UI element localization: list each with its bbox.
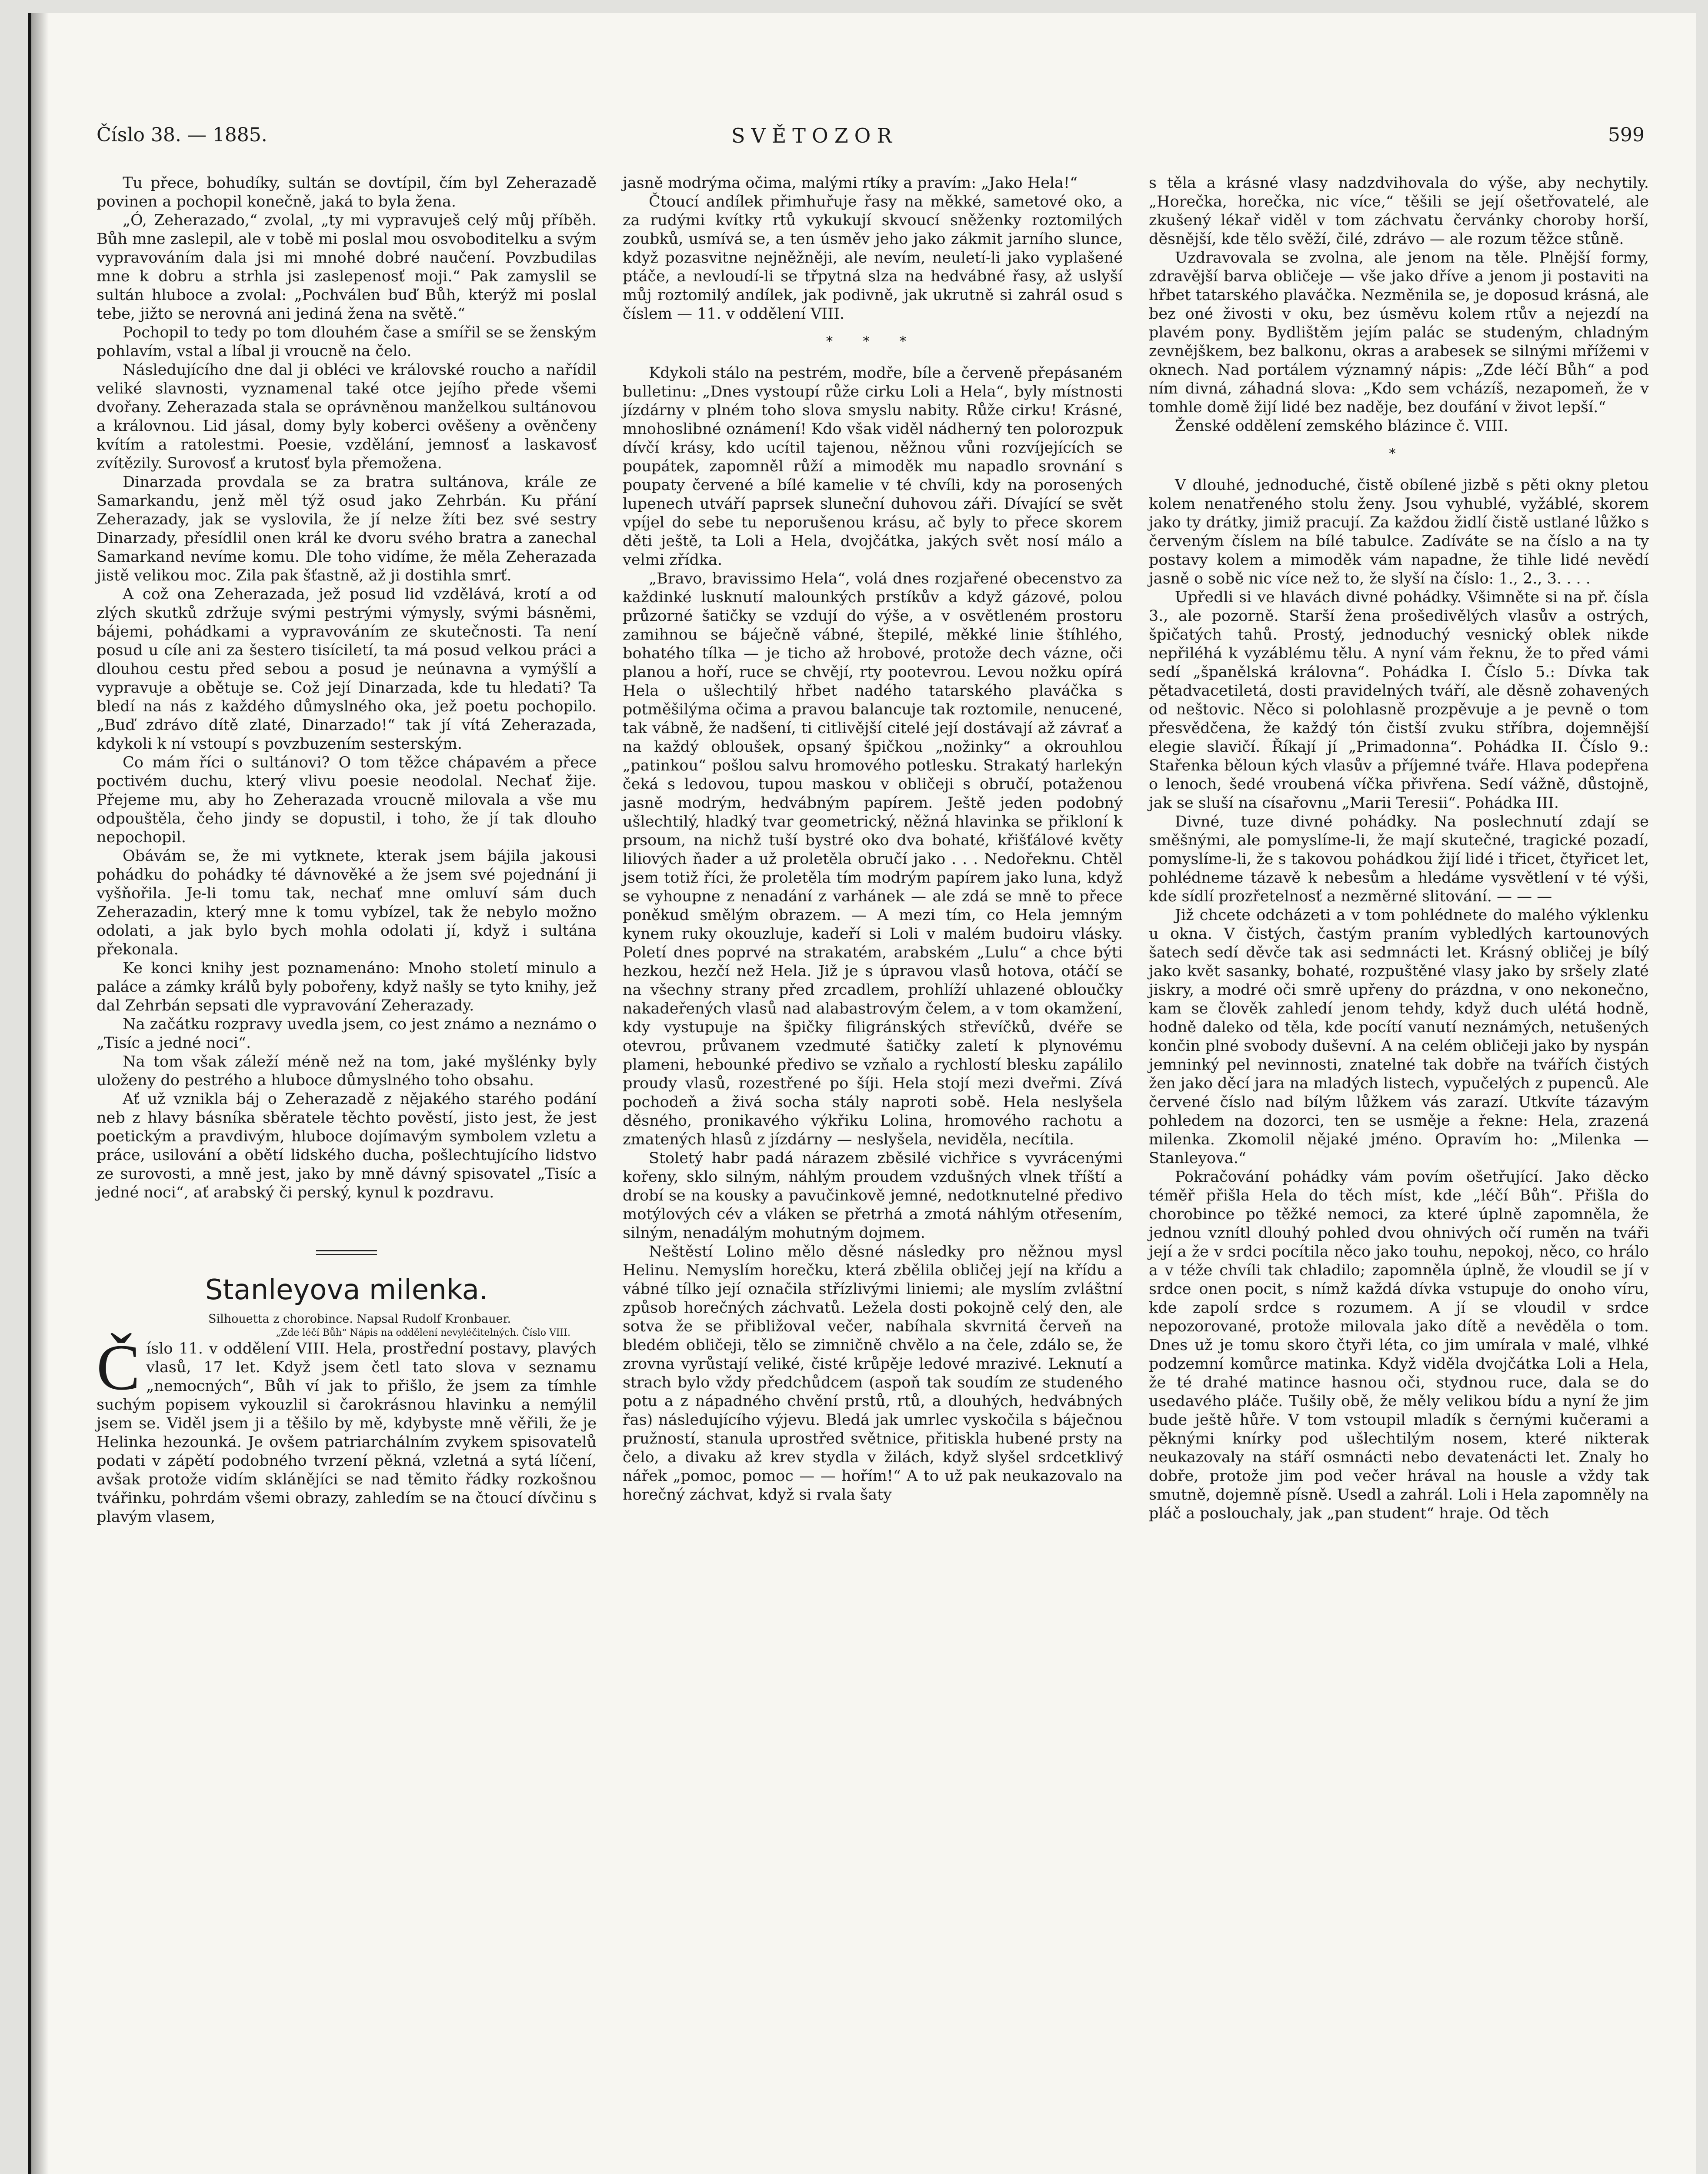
paragraph: Kdykoli stálo na pestrém, modře, bíle a červeně přepásaném bulletinu: „Dnes vystoupí růže cirku Loli a Hela“, byly místnosti jízdárny v plném toho slova smyslu nabity. Růže cirku! Krásné, mnohoslibné oznámení! Kdo však viděl nádherný ten polorozpuk dívčí krásy, kdo ucítil tajenou, něžnou vůni rozvíjejících se poupátek, zapomněl růží a mimoděk mu napadlo srovnání s poupaty červené a bílé kamelie v té chvíli, kdy na porosených lupenech utváří paprsek sluneční duhovou záři. Dívající se svět vpíjel do sebe tu neporušenou krásu, ač byly to přece skorem děti ještě, ta Loli a Hela, dvojčátka, jakých svět nosí málo a velmi zřídka. [623,364,1123,569]
paragraph: Čtoucí andílek přimhuřuje řasy na měkké, sametové oko, a za rudými kvítky rtů vykukují skvoucí sněženky roztomilých zoubků, usmívá se, a ten úsměv jeho jako zákmit jarního slunce, když pozasvitne nejněžněji, ale nevím, neuletí-li jako vyplašené ptáče, a nevloudí-li se třpytná slza na hedvábné řasy, až uslyší můj roztomilý andílek, jak podivně, jak ukrutně si zahrál osud s číslem — 11. v oddělení VIII. [623,193,1123,323]
section-divider [316,1250,377,1255]
paragraph: „Bravo, bravissimo Hela“, volá dnes rozjařené obecenstvo za každinké lusknutí malounkých prstíkův a když gázové, polou průzorné šatičky se vzdují do výše, a v osvětleném prostoru zamihnou se báječně vábné, štepilé, měkké linie štíhlého, bohatého tílka — je ticho až hrobové, protože dech vázne, oči planou a hoří, ruce se chvějí, rty pootevrou. Levou nožku opírá Hela o ušlechtilý hřbet nadého tatarského plaváčka s potměšilýma očima a pravou balancuje tak roztomile, nenucené, tak vábně, že nadšení, ti citlivější citelé její dostávají až závrať a na každý obloušek, opsaný špičkou „nožinky“ a okrouhlou „patinkou“ pošlou salvu hromového potlesku. Strakatý harlekýn čeká s ledovou, tupou maskou v obličeji s obručí, potaženou jasně modrým, hedvábným papírem. Ještě jeden podobný ušlechtilý, hladký tvar geometrický, něžná hlavinka se přikloní k prsoum, na nichž tuší bystré oko dva bohaté, křišťálové květy liliových ňader a už proletěla obručí jako . . . Nedořeknu. Chtěl jsem totiž říci, že proletěla tím modrým papírem jako luna, když se vyhoupne z nenadání z varhánek — ale zdá se mně to přece poněkud smělým obrazem. — A mezi tím, co Hela jemným kynem ruky okouzluje, kadeří si Loli v malém budoiru vlásky. Poletí dnes poprvé na strakatém, arabském „Lulu“ a chce býti hezkou, hezčí než Hela. Již je s úpravou vlasů hotova, otáčí se na všechny strany před zrcadlem, prohlíží uhlazené obloučky nakadeřených vlasů nad alabastrovým čelem, a v tom okamžení, kdy vystupuje na špičky filigránských střevíčků, dvéře se otevrou, průvanem vzedmuté šatičky zaletí k plynovému plameni, hebounké předivo se vzňalo a rychlostí blesku zapálilo proudy vlasů, rozestřené po šíji. Hela stojí mezi dveřmi. Zívá pochodeň a živá socha stály naproti sobě. Hela neslyšela děsného, pronikavého výkřiku Lolina, hromového rachotu a zmatených hlasů z jízdárny — neslyšela, neviděla, necítila. [623,570,1123,1148]
drop-cap: Č [97,1331,140,1404]
paragraph: Ženské oddělení zemského blázince č. VIII. [1175,417,1508,435]
paragraph: jasně modrýma očima, malými rtíky a pravím: „Jako Hela!“ [623,174,1078,192]
paragraph: Co mám říci o sultánovi? O tom těžce chápavém a přece poctivém duchu, který vlivu poesie neodolal. Nechať žije. Přejeme mu, aby ho Zeherazada vroucně milovala a vše mu odpouštěla, čeho jindy se dopustil, i toho, že jí tak dlouho nepochopil. [97,754,597,846]
paragraph: Pokračování pohádky vám povím ošetřující. Jako děcko téměř přišla Hela do těch míst, kde „léčí Bůh“. Přišla do chorobince po těžké nemoci, za které úplně zapomněla, že jednou vznítl dlouhý pohled dvou ohnivých očí ruměn na tváři její a že v srdci pocítila něco jako touhu, nepokoj, něco, co hrálo a v téže chvíli tak chladilo; zapomněla úplně, že vloudil se jí v srdce onen pocit, s nímž každá dívka vstupuje do onoho víru, kde zapolí srdce s rozumem. A jí se vloudil v srdce nepozorované, protože milovala jako dítě a nevěděla o tom. Dnes už je tomu skoro čtyři léta, co jim umírala v malé, vlhké podzemní komůrce matinka. Když viděla dvojčátka Loli a Hela, že té drahé matince hasnou oči, stydnou ruce, dala se do usedavého pláče. Tušily obě, že měly velikou bídu a nyní že jim bude ještě hůře. V tom vstoupil mladík s černými kučerami a pěknými knírky pod ušlechtilým nosem, které nikterak neukazovaly na stáří osmnácti nebo devatenácti let. Znaly ho dobře, protože jim pod večer hrával na housle a vždy tak smutně, dojemně písně. Usedl a zahrál. Loli i Hela zapomněly na pláč a poslouchaly, jak „pan student“ hraje. Od těch [1149,1168,1649,1522]
paragraph: Ať už vznikla báj o Zeherazadě z nějakého starého podání neb z hlavy básníka sběratele těchto pověstí, jisto jest, že jest poetickým a pravdivým, hluboce dojímavým symbolem vzletu a práce, usilování a obětí lidského ducha, pošlechtujícího lidstvo ze surovosti, a mně jest, jako by mně dávný spisovatel „Tisíc a jedné noci“, ať arabský či perský, kynul k pozdravu. [97,1090,597,1201]
paragraph: „Ó, Zeherazado,“ zvolal, „ty mi vypravuješ celý můj příběh. Bůh mne zaslepil, ale v tobě mi poslal mou osvoboditelku a svým vypravováním dala jsi mi mnohé dobré naučení. Povzbudilas mne k dobru a strhla jsi zaslepenosť moji.“ Pak zamyslil se sultán hluboce a zvolal: „Pochválen buď Bůh, kterýž mi poslal tebe, jižto se nerovná ani jediná žena na světě.“ [97,212,597,323]
story-opening-text: íslo 11. v oddělení VIII. Hela, prostřední postavy, plavých vlasů, 17 let. Když jsem četl tato slova v seznamu „nemocných“, Bůh ví jak to přišlo, že jsem za tímhle suchým popisem vykouzlil si čarokrásnou hlavinku a nemýlil jsem se. Viděl jsem ji a těšilo by mě, kdybyste mně věřili, že je Helinka hezounká. Je ovšem patriarchálním zvykem spisovatelů podati v zápětí podobného tvrzení pěkná, vzletná a sytá líčení, avšak protože vidím sklánějíci se nad těmito řádky rozkošnou tvářinku, pohrdám všemi obrazy, zahledím se na čtoucí dívčinu s plavým vlasem, [97,1340,597,1526]
column-3 [1149,174,1649,1523]
paragraph: V dlouhé, jednoduché, čistě obílené jizbě s pěti okny pletou kolem nenatřeného stolu ženy. Jsou vyhublé, vyžáblé, skorem jako ty drátky, jimiž pracují. Za každou židlí čistě ustlané lůžko s červeným číslem na bílé tabulce. Zadíváte se na číslo a na ty postavy kolem a mimoděk vám napadne, že tihle lidé nevědí jasně o sobě nic více než to, že slyší na číslo: 1., 2., 3. . . . [1149,477,1649,587]
paragraph: Tu přece, bohudíky, sultán se dovtípil, čím byl Zeherazadě povinen a pochopil konečně, jaká to byla žena. [97,174,597,210]
page-number: 599 [1608,124,1645,146]
paragraph: Neštěstí Lolino mělo děsné následky pro něžnou mysl Helinu. Nemyslím horečku, která zbělila obličej její na křídu a vábné tílko její označila střízlivými liniemi; ale myslím zvláštní způsob horečných záchvatů. Ležela dosti pokojně celý den, ale sotva že se přibližoval večer, nabíhala skvrnitá červeň na bledém obličeji, tělo se zimničně chvělo a na čele, zdálo se, že zrovna vyrůstají veliké, čisté krůpěje ledové mrazivé. Leknutí a strach bylo vždy předchůdcem (aspoň tak soudím ze studeného potu a z nápadného chvění prstů, rtů, a dlouhých, hedvábných řas) následujícího výjevu. Bledá jak umrlec vyskočila s báječnou pružností, stanula uprostřed světnice, přitiskla hubené prsty na čelo, a divaku až krev stydla v žilách, když slyšel srdcetklivý nářek „pomoc, pomoc — — hořím!“ A to už pak neukazovalo na horečný záchvat, když si rvala šaty [623,1243,1123,1504]
story-byline: Silhouetta z chorobince. Napsal Rudolf Kronbauer. [208,1312,511,1326]
story-title: Stanleyova milenka. [205,1274,488,1306]
paragraph: Dinarzada provdala se za bratra sultánova, krále ze Samarkandu, jenž měl týž osud jako Zehrbán. Ku přání Zeherazady, jak se vyslovila, že jí nelze žíti bez své sestry Dinarzady, přesídlil onen král ke dvoru svého bratra a zanechal Samarkand nevíme komu. Dle toho vidíme, že měla Zeherazada jistě velikou moc. Zila pak šťastně, až ji dostihla smrť. [97,473,597,584]
paragraph: Divné, tuze divné pohádky. Na poslechnutí zdají se směšnými, ale pomyslíme-li, že mají skutečné, tragické pozadí, pomyslíme-li, že s takovou pohádkou žijí lidé i třicet, čtyřicet let, pohlédneme tázavě k nebesům a hledáme vysvětlení v té výši, kde sídlí prozřetelnosť a nezměrné slitování. — — — [1149,813,1649,905]
section-star: * [1389,446,1409,461]
story-motto: „Zde léčí Bůh“ Nápis na oddělení nevyléčitelných. Číslo VIII. [276,1327,570,1338]
paragraph: Pochopil to tedy po tom dlouhém čase a smířil se se ženským pohlavím, vstal a líbal ji vroucně na čelo. [97,324,597,360]
paragraph: Upředli si ve hlavách divné pohádky. Všimněte si na př. čísla 3., ale pozorně. Starší žena prošedivělých vlasův a ostrých, špičatých tahů. Prostý, jednoduchý vesnický oblek nikde nepřiléhá k vyzáblému tělu. A nyní vám řeknu, že to před vámi sedí „španělská královna“. Pohádka I. Číslo 5.: Dívka tak pětadvacetiletá, dosti pravidelných tváří, ale děsně zohavených od neštovic. Něco si polohlasně prozpěvuje a je pevně o tom přesvědčena, že každý tón čistší zvuku stříbra, dojemnější elegie slavičí. Říkají jí „Primadonna“. Pohádka II. Číslo 9.: Stařenka běloun kých vlasův a příjemné tváře. Hlava podepřena o lenoch, šedé vroubená víčka přivřena. Sedí vážně, důstojně, jak se sluší na císařovnu „Marii Teresii“. Pohádka III. [1149,589,1649,812]
col1-text [97,174,597,1202]
paragraph: Stoletý habr padá nárazem zběsilé vichřice s vyvrácenými kořeny, sklo silným, náhlým proudem vzdušných vlnek tříští a drobí se na kousky a pavučinkově jemné, nedotknutelné předivo motýlových cév a vláken se přetrhá a zmotá náhlým otřesením, silným, nenadálým mohutným dojmem. [623,1150,1123,1242]
section-stars: * * * [826,334,920,349]
paragraph: A což ona Zeherazada, jež posud lid vzdělává, krotí a od zlých skutků zdržuje svými pestrými výmysly, svými básněmi, bájemi, pohádkami a vypravováním ze skutečnosti. Ta není posud u cíle ani za šestero tisíciletí, ta má posud velkou práci a dlouhou cestu před sebou a posud je neúnavna a vymýšlí a vypravuje a obětuje se. Což její Dinarzada, kde tu hledati? Ta bledí na nás z každého důmyslného oka, jež poetu pochopilo. „Buď zdrávo dítě zlaté, Dinarzado!“ tak jí vítá Zeherazada, kdykoli k ní vstoupí s povzbuzením sesterským. [97,586,597,753]
paragraph: Obávám se, že mi vytknete, kterak jsem bájila jakousi pohádku do pohádky té dávnověké a že jsem své pojednání ji vyšňořila. Je-li tomu tak, nechať mne omluví sám duch Zeherazadin, který mne k tomu vybízel, tak že nebylo možno odolati, a jak bylo bych mohla odolati jí, když i sultána překonala. [97,847,597,958]
paragraph: Na tom však záleží méně než na tom, jaké myšlénky byly uloženy do pestrého a hluboce důmyslného toho obsahu. [97,1053,597,1089]
issue-number: Číslo 38. — 1885. [97,124,267,146]
page-edge-shadow [31,13,49,2174]
paragraph: Následujícího dne dal ji obléci ve královské roucho a nařídil veliké slavnosti, vyznamenal také otce jejího přede všemi dvořany. Zeherazada stala se oprávněnou manželkou sultánovou a královnou. Lid jásal, domy byly koberci ověšeny a ověnčeny kvítím a ratolestmi. Poesie, vzdělání, jemnosť a laskavosť zvítězily. Surovosť a krutosť byla přemožena. [97,361,597,472]
paragraph: Ke konci knihy jest poznamenáno: Mnoho století minulo a paláce a zámky králů byly pobořeny, když našly se tyto knihy, jež dal Zehrbán sepsati dle vypravování Zeherazady. [97,960,597,1014]
column-1 [97,174,597,1527]
paragraph: s těla a krásné vlasy nadzdvihovala do výše, aby nechytily. „Horečka, horečka, nic více,“ těšili se její ošetřovatelé, ale zkušený lékař viděl v tom záchvatu červánky choroby horší, děsnější, kde tělo svěží, čilé, zdrávo — ale rozum těžce stůně. [1149,174,1649,248]
paragraph: Na začátku rozpravy uvedla jsem, co jest známo a neznámo o „Tisíc a jedné noci“. [97,1016,597,1052]
paragraph: Již chcete odcházeti a v tom pohlédnete do malého výklenku u okna. V čistých, častým praním vybledlých kartounových šatech sedí děvče tak asi sedmnácti let. Krásný obličej je bílý jako květ sasanky, bohaté, rozpuštěné vlasy jako by sršely zlaté jiskry, a modré oči smrě upřeny do prázdna, v ono nekonečno, kam se člověk zahledí jenom tehdy, když duch ulétá hodně, hodně daleko od těla, kde pocítí vanutí neznámých, netušených končin plné svobody duševní. A na celém obličeji jako by nyspán jemninký pel nevinnosti, znatelné tak dobře na tvářích čistých žen jako děcí jara na mladých listech, vypučelých z pupenců. Ale červené číslo nad bílým lůžkem vás zarazí. Utkvíte tázavým pohledem na dozorci, ten se usměje a řekne: Hela, zrazená milenka. Zkomolil nějaké jméno. Opravím ho: „Milenka — Stanleyova.“ [1149,907,1649,1167]
masthead-title: SVĚTOZOR [731,124,898,147]
newspaper-page [28,13,1696,2174]
page-header [97,124,1645,159]
column-2 [623,174,1123,1504]
paragraph: Uzdravovala se zvolna, ale jenom na těle. Plnější formy, zdravější barva obličeje — vše jako dříve a jenom ji postaviti na hřbet tatarského plaváčka. Nezměnila se, je doposud krásná, ale bez oné živosti v oku, bez úsměvu kolem rtův a nejezdí na plavém pony. Bydlištěm jejím palác se studeným, chladným zevnějškem, bez balkonu, okras a arabesek se silnými mřížemi v oknech. Nad portálem významný nápis: „Zde léčí Bůh“ a pod ním divná, záhadná slova: „Kdo sem vcházíš, nezapomeň, že v tomhle domě žijí lidé bez naděje, bez doufání v život lepší.“ [1149,249,1649,416]
